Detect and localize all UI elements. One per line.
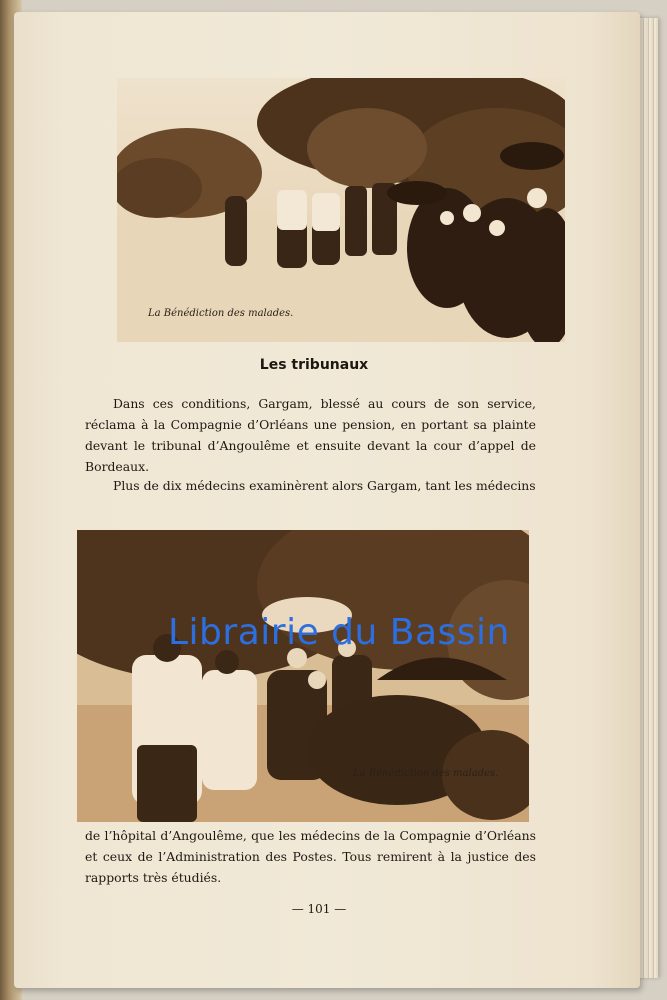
book-page xyxy=(14,12,640,988)
text-line: Dans ces conditions, Gargam, blessé au cours de son service, xyxy=(113,396,536,411)
paragraph-3 xyxy=(85,825,536,888)
paragraph-1 xyxy=(85,393,536,477)
photo-benediction-top xyxy=(117,78,565,342)
photo-caption-bottom: La Bénédiction des malades. xyxy=(353,768,499,779)
text-line: et ceux de l’Administration des Postes. Tous remirent à la justice des xyxy=(85,849,536,864)
photo-caption-top: La Bénédiction des malades. xyxy=(148,308,294,319)
text-line: Bordeaux. xyxy=(85,459,150,474)
text-line: devant le tribunal d’Angoulême et ensuite devant la cour d’appel de xyxy=(85,438,536,453)
text-line: rapports très étudiés. xyxy=(85,870,222,885)
paragraph-2: Plus de dix médecins examinèrent alors Gargam, tant les médecins xyxy=(113,478,536,493)
page-number: — 101 — xyxy=(291,902,347,916)
sepia-photo-illustration xyxy=(117,78,565,342)
section-heading: Les tribunaux xyxy=(259,357,369,373)
text-line: réclama à la Compagnie d’Orléans une pension, en portant sa plainte xyxy=(85,417,536,432)
watermark-text: Librairie du Bassin xyxy=(168,612,510,653)
text-line: de l’hôpital d’Angoulême, que les médecins de la Compagnie d’Orléans xyxy=(85,828,536,843)
